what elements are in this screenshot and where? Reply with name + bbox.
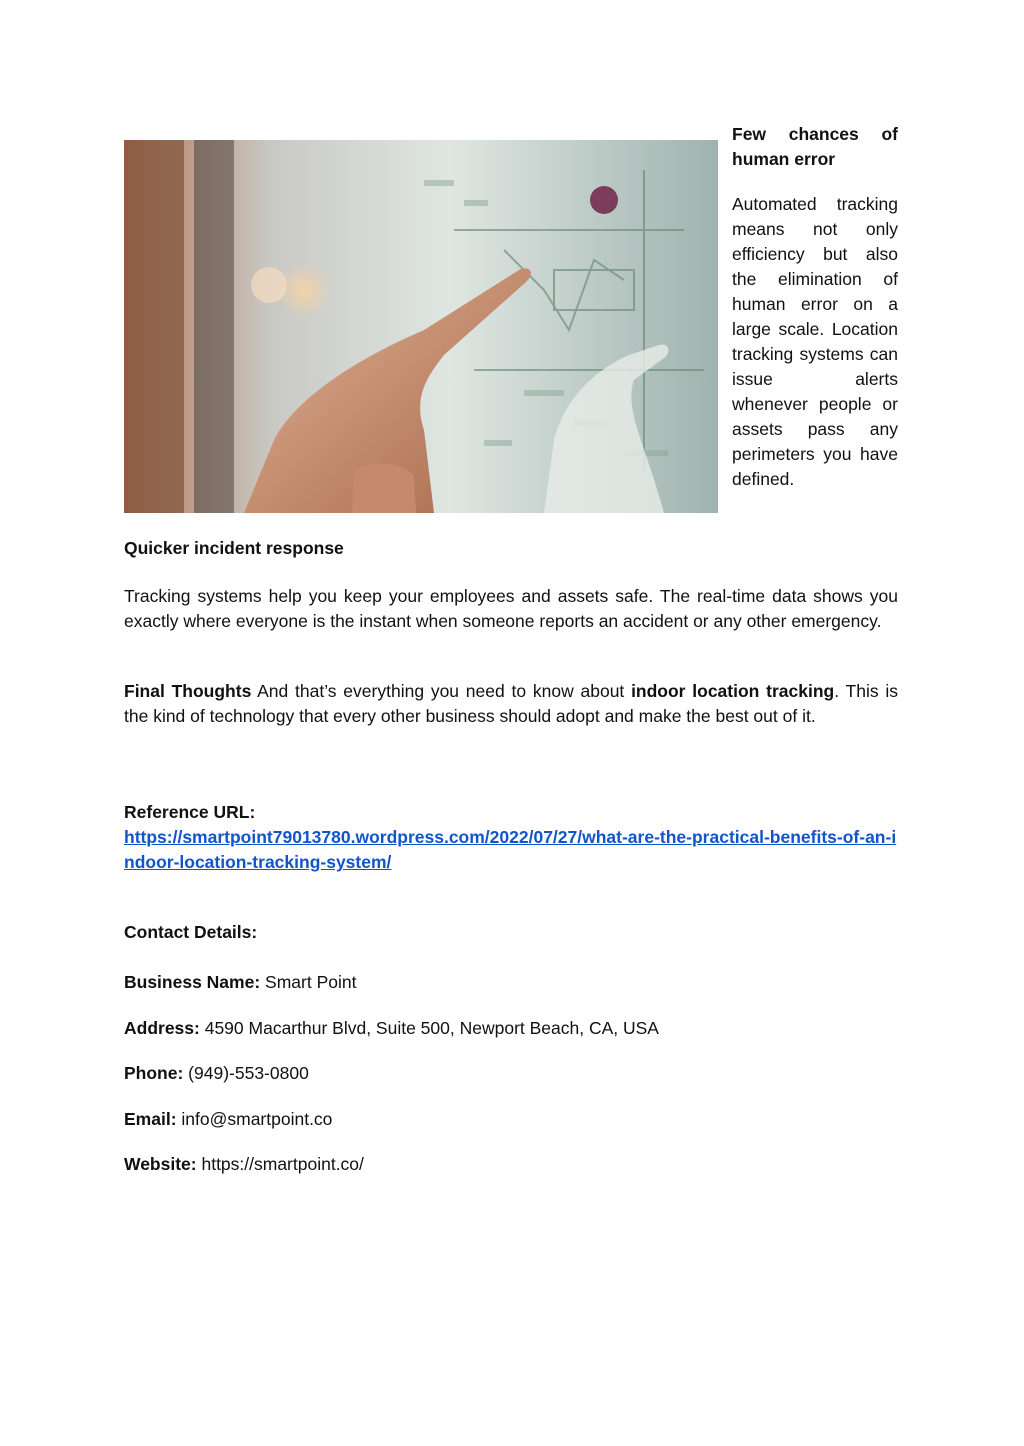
- final-thoughts-text-before: And that’s everything you need to know about: [251, 681, 632, 701]
- phone-label: Phone:: [124, 1063, 184, 1083]
- address-value: 4590 Macarthur Blvd, Suite 500, Newport Beach, CA, USA: [199, 1018, 659, 1038]
- reference-block: [124, 800, 898, 875]
- image-and-sidebar-row: [124, 118, 898, 518]
- contact-address: [124, 1016, 659, 1041]
- contact-phone: [124, 1061, 309, 1086]
- reference-url-link[interactable]: https://smartpoint79013780.wordpress.com/2022/07/27/what-are-the-practical-benefits-of-an-indoor-location-tracking-system/: [124, 827, 897, 872]
- address-label: Address:: [124, 1018, 200, 1038]
- section-body: Automated tracking means not only efficiency but also the elimination of human error on a large scale. Location tracking systems can issue alerts whenever people or assets pass any perimeters you have defined.: [732, 194, 898, 489]
- contact-email: [124, 1107, 332, 1132]
- contact-business: [124, 970, 356, 995]
- website-label: Website:: [124, 1154, 197, 1174]
- business-label: Business Name:: [124, 972, 261, 992]
- phone-value: (949)-553-0800: [183, 1063, 309, 1083]
- document-page: [124, 118, 898, 1174]
- website-value: https://smartpoint.co/: [196, 1154, 364, 1174]
- reference-label: Reference URL:: [124, 802, 256, 822]
- email-label: Email:: [124, 1109, 177, 1129]
- final-thoughts-label: Final Thoughts: [124, 681, 252, 701]
- incident-heading: Quicker incident response: [124, 538, 344, 558]
- human-error-section: [732, 118, 898, 492]
- contact-website: [124, 1152, 364, 1177]
- touchscreen-hand-photo: [124, 140, 718, 513]
- final-thoughts-emphasis: indoor location tracking: [631, 681, 835, 701]
- incident-body: Tracking systems help you keep your employees and assets safe. The real-time data shows you exactly where everyone is the instant when someone reports an accident or any other emergency.: [124, 586, 898, 631]
- final-thoughts-paragraph: [124, 679, 898, 729]
- contact-heading: Contact Details:: [124, 922, 258, 942]
- business-value: Smart Point: [260, 972, 357, 992]
- email-value: info@smartpoint.co: [176, 1109, 333, 1129]
- final-thoughts-text-after: . This is the kind of technology that every other business should adopt and make the best out of it.: [124, 681, 898, 726]
- section-heading: Few chances of human error: [732, 124, 898, 169]
